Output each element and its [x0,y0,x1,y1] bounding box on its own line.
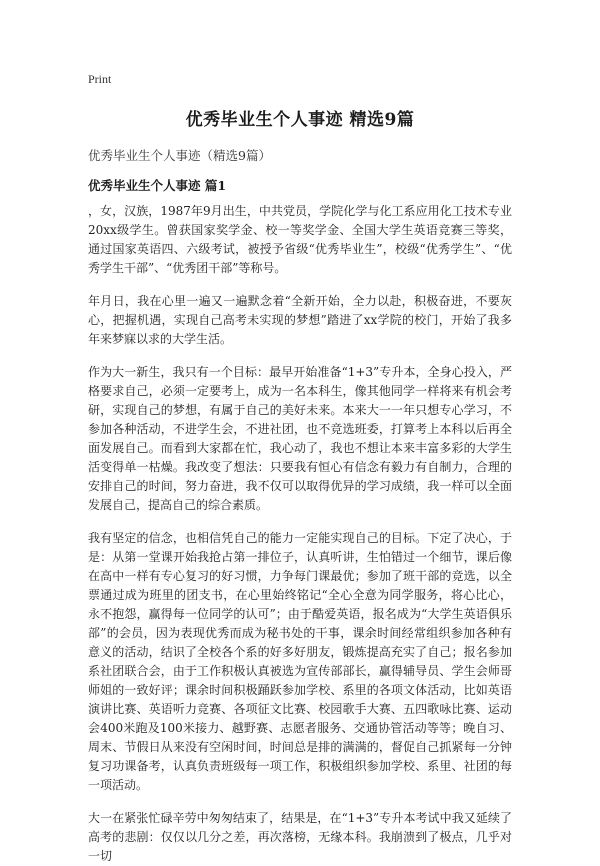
section-heading: 优秀毕业生个人事迹 篇1 [88,178,227,193]
print-link[interactable]: Print [88,72,112,86]
paragraph: 大一在紧张忙碌辛劳中匆匆结束了，结果是，在“1+3”专升本考试中我又延续了高考的悲剧：仅仅以几分之差，再次落榜，无缘本科。我崩溃到了极点，几乎对一切 [88,811,512,863]
paragraph: ，女，汉族，1987年9月出生，中共党员，学院化学与化工系应用化工技术专业20xx级学生。曾获国家奖学金、校一等奖学金、全国大学生英语竞赛三等奖，通过国家英语四、六级考试，被授予省级“优秀毕业生”，校级“优秀学生”、“优秀学生干部”、“优秀团干部”等称号。 [88,204,512,275]
paragraph: 年月日，我在心里一遍又一遍默念着“全新开始，全力以赴，积极奋进，不要灰心，把握机遇，实现自己高考未实现的梦想”踏进了xx学院的校门，开始了我多年来梦寐以求的大学生活。 [88,294,512,346]
paragraph: 我有坚定的信念，也相信凭自己的能力一定能实现自己的目标。下定了决心，于是：从第一堂课开始我抢占第一排位子，认真听讲，生怕错过一个细节，课后像在高中一样有专心复习的好习惯，力争每门课最优；参加了班干部的竞选，以全票通过成为班里的团支书，在心里始终铭记“全心全意为同学服务，将心比心，永不抱怨，赢得每一位同学的认可”；由于酷爱英语，报名成为“大学生英语俱乐部”的会员，因为表现优秀而成为秘书处的干事，课余时间经常组织参加各种有意义的活动，结识了全校各个系的好多好朋友，锻炼提高充实了自己；报名参加系社团联合会，由于工作积极认真被选为宣传部部长，赢得辅导员、学生会师哥师姐的一致好评；课余时间积极踊跃参加学校、系里的各项文体活动，比如英语演讲比赛、英语听力竞赛、各项征文比赛、校园歌手大赛、五四歌咏比赛、运动会400米跑及100米接力、越野赛、志愿者服务、交通协管活动等等；晚自习、周末、节假日从来没有空闲时间，时间总是排的满满的，督促自己抓紧每一分钟复习功课备考，认真负责班级每一项工作，积极组织参加学校、系里、社团的每一项活动。 [88,531,512,792]
paragraph: 作为大一新生，我只有一个目标：最早开始准备“1+3”专升本，全身心投入，严格要求自己，必须一定要考上，成为一名本科生，像其他同学一样将来有机会考研，实现自己的梦想，有属于自己的美好未来。本来大一一年只想专心学习，不参加各种活动，不进学生会，不进社团，也不竞选班委，打算考上本科以后再全面发展自己。而看到大家都在忙，我心动了，我也不想让本来丰富多彩的大学生活变得单一枯燥。我改变了想法：只要我有恒心有信念有毅力有自制力，合理的安排自己的时间，努力奋进，我不仅可以取得优异的学习成绩，我一样可以全面发展自己，提高自己的综合素质。 [88,365,512,512]
document-subtitle: 优秀毕业生个人事迹（精选9篇） [88,148,271,163]
document-title: 优秀毕业生个人事迹 精选9篇 [185,110,415,130]
